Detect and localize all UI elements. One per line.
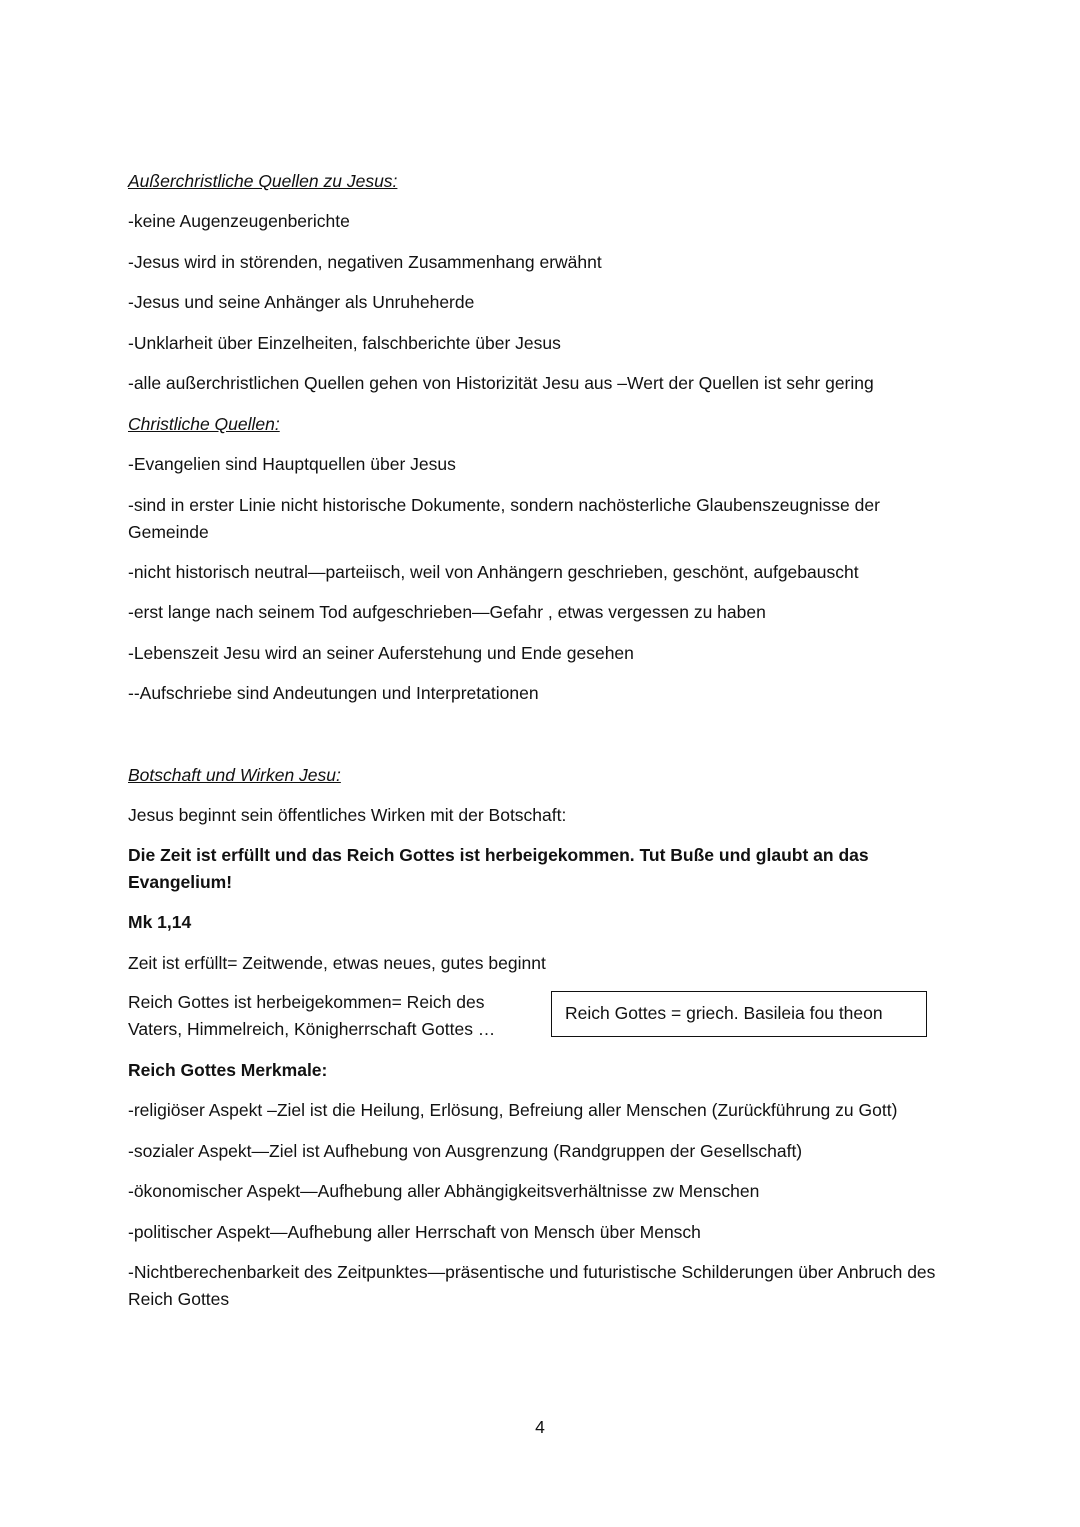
kingdom-note: Reich Gottes ist herbeigekommen= Reich des Vaters, Himmelreich, Königherrschaft Gottes …: [128, 992, 496, 1039]
list-item: -keine Augenzeugenberichte: [128, 211, 350, 231]
list-item: -sind in erster Linie nicht historische Dokumente, sondern nachösterliche Glaubenszeugnisse der Gemeinde: [128, 495, 880, 542]
definition-callout-box: Reich Gottes = griech. Basileia fou theon: [551, 991, 927, 1037]
bible-reference: Mk 1,14: [128, 912, 192, 932]
page-number: 4: [535, 1417, 545, 1437]
list-item: -politischer Aspekt—Aufhebung aller Herrschaft von Mensch über Mensch: [128, 1222, 701, 1242]
list-item: --Aufschriebe sind Andeutungen und Interpretationen: [128, 683, 539, 703]
list-item: -alle außerchristlichen Quellen gehen von Historizität Jesu aus –Wert der Quellen ist sehr gering: [128, 373, 874, 393]
list-item: -Evangelien sind Hauptquellen über Jesus: [128, 454, 456, 474]
message-quote: Die Zeit ist erfüllt und das Reich Gottes ist herbeigekommen. Tut Buße und glaubt an das Evangelium!: [128, 845, 869, 892]
section-heading-message: Botschaft und Wirken Jesu:: [128, 765, 341, 785]
list-item: -religiöser Aspekt –Ziel ist die Heilung, Erlösung, Befreiung aller Menschen (Zurückführung zu Gott): [128, 1100, 898, 1120]
message-intro: Jesus beginnt sein öffentliches Wirken mit der Botschaft:: [128, 805, 567, 825]
list-item: -ökonomischer Aspekt—Aufhebung aller Abhängigkeitsverhältnisse zw Menschen: [128, 1181, 760, 1201]
list-item: -Unklarheit über Einzelheiten, falschberichte über Jesus: [128, 333, 561, 353]
list-item: -Lebenszeit Jesu wird an seiner Auferstehung und Ende gesehen: [128, 643, 634, 663]
list-item: -nicht historisch neutral—parteiisch, weil von Anhängern geschrieben, geschönt, aufgebauscht: [128, 562, 859, 582]
list-item: -sozialer Aspekt—Ziel ist Aufhebung von Ausgrenzung (Randgruppen der Gesellschaft): [128, 1141, 803, 1161]
list-item: -Jesus und seine Anhänger als Unruheherde: [128, 292, 475, 312]
section-heading-external-sources: Außerchristliche Quellen zu Jesus:: [128, 171, 398, 191]
list-item: -erst lange nach seinem Tod aufgeschrieben—Gefahr , etwas vergessen zu haben: [128, 602, 766, 622]
list-item: -Jesus wird in störenden, negativen Zusammenhang erwähnt: [128, 252, 602, 272]
section-heading-features: Reich Gottes Merkmale:: [128, 1060, 328, 1080]
section-heading-christian-sources: Christliche Quellen:: [128, 414, 280, 434]
time-note: Zeit ist erfüllt= Zeitwende, etwas neues, gutes beginnt: [128, 953, 546, 973]
list-item: -Nichtberechenbarkeit des Zeitpunktes—präsentische und futuristische Schilderungen über Anbruch des Reich Gottes: [128, 1262, 936, 1309]
